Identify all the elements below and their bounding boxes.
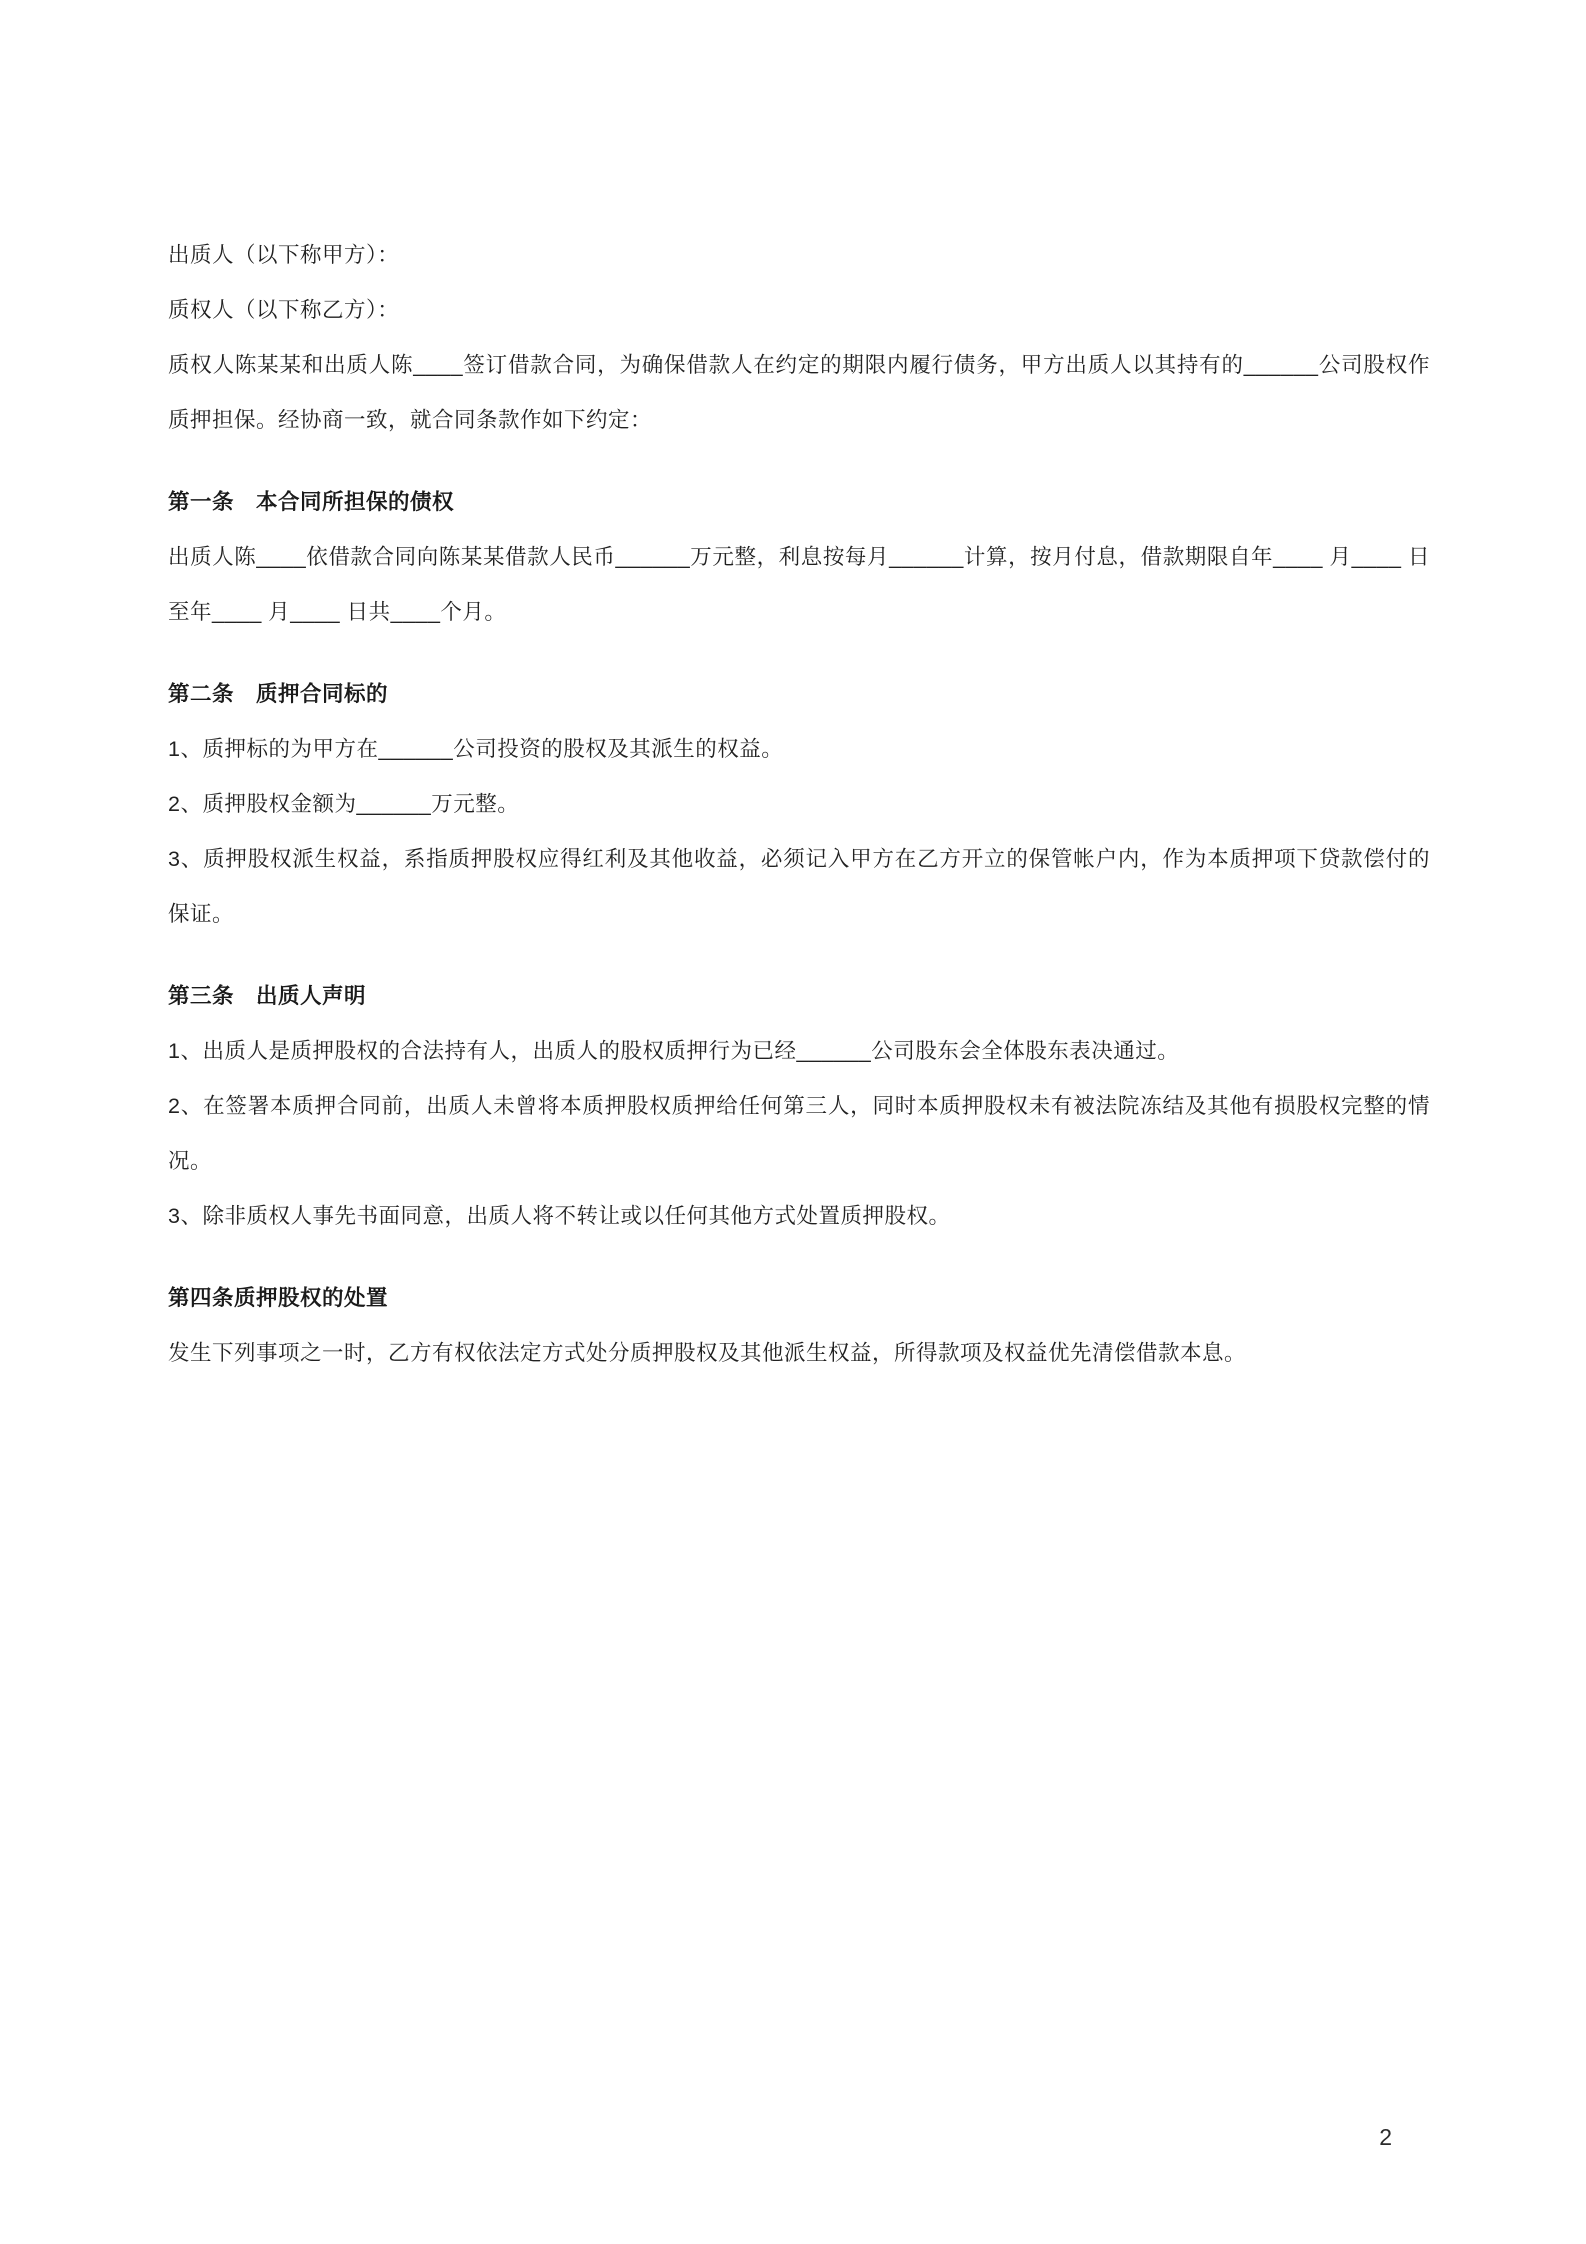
- paragraph: 2、在签署本质押合同前，出质人未曾将本质押股权质押给任何第三人，同时本质押股权未有被法院冻结及其他有损股权完整的情况。: [168, 1094, 1430, 1173]
- paragraph: 1、出质人是质押股权的合法持有人，出质人的股权质押行为已经______公司股东会全体股东表决通过。: [168, 1039, 1180, 1063]
- section-heading: 第三条 出质人声明: [168, 984, 367, 1008]
- section-heading: 第一条 本合同所担保的债权: [168, 490, 455, 514]
- section-heading: 第二条 质押合同标的: [168, 682, 389, 706]
- paragraph: 发生下列事项之一时，乙方有权依法定方式处分质押股权及其他派生权益，所得款项及权益优先清偿借款本息。: [168, 1341, 1247, 1365]
- section-heading: 第四条质押股权的处置: [168, 1286, 389, 1310]
- paragraph: 质权人陈某某和出质人陈____签订借款合同，为确保借款人在约定的期限内履行债务，甲方出质人以其持有的______公司股权作质押担保。经协商一致，就合同条款作如下约定：: [168, 353, 1430, 432]
- paragraph: 3、质押股权派生权益，系指质押股权应得红利及其他收益，必须记入甲方在乙方开立的保管帐户内，作为本质押项下贷款偿付的保证。: [168, 847, 1430, 926]
- paragraph: 1、质押标的为甲方在______公司投资的股权及其派生的权益。: [168, 737, 784, 761]
- page-number: 2: [1379, 2124, 1392, 2150]
- paragraph: 出质人陈____依借款合同向陈某某借款人民币______万元整，利息按每月______计算，按月付息，借款期限自年____ 月____ 日至年____ 月____ 日共____个月。: [168, 545, 1430, 624]
- paragraph: 质权人（以下称乙方）：: [168, 298, 400, 322]
- document-body: [168, 228, 1430, 1381]
- paragraph: 3、除非质权人事先书面同意，出质人将不转让或以任何其他方式处置质押股权。: [168, 1204, 951, 1228]
- paragraph: 2、质押股权金额为______万元整。: [168, 792, 520, 816]
- paragraph: 出质人（以下称甲方）：: [168, 243, 400, 267]
